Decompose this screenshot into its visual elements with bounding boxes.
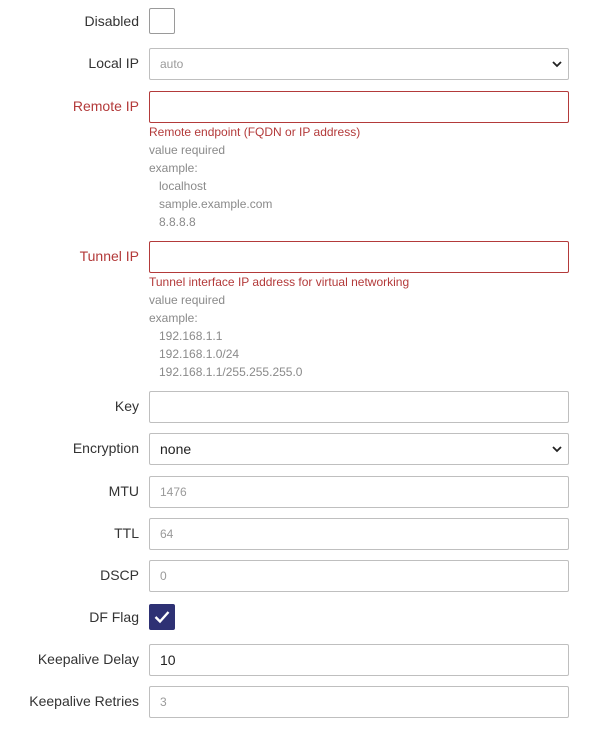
mtu-label: MTU (108, 483, 139, 499)
remote-ip-example-label: example: (149, 161, 198, 175)
tunnel-ip-example-label: example: (149, 311, 198, 325)
ttl-placeholder: 64 (160, 527, 174, 541)
keepalive-retries-input[interactable] (149, 686, 569, 718)
dscp-placeholder: 0 (160, 569, 167, 583)
local-ip-select[interactable] (149, 48, 569, 80)
tunnel-ip-error: value required (149, 293, 226, 307)
remote-ip-error: value required (149, 143, 226, 157)
keepalive-delay-value: 10 (160, 652, 176, 668)
chevron-down-icon (551, 58, 563, 70)
tunnel-ip-example: 192.168.1.0/24 (159, 347, 240, 361)
encryption-value: none (160, 441, 192, 457)
remote-ip-help (149, 123, 360, 231)
checkmark-icon (154, 610, 170, 624)
remote-ip-description: Remote endpoint (FQDN or IP address) (149, 125, 361, 139)
disabled-label: Disabled (84, 13, 139, 29)
keepalive-retries-label: Keepalive Retries (29, 693, 139, 709)
remote-ip-example: localhost (159, 179, 207, 193)
remote-ip-label: Remote IP (72, 98, 139, 114)
keepalive-delay-input[interactable] (149, 644, 569, 676)
key-label: Key (114, 398, 139, 414)
remote-ip-input[interactable] (149, 91, 569, 123)
tunnel-ip-label: Tunnel IP (79, 248, 139, 264)
encryption-label: Encryption (72, 440, 139, 456)
tunnel-ip-example: 192.168.1.1/255.255.255.0 (159, 365, 303, 379)
local-ip-label: Local IP (88, 55, 139, 71)
disabled-checkbox[interactable] (149, 8, 175, 34)
ttl-input[interactable] (149, 518, 569, 550)
remote-ip-example: sample.example.com (159, 197, 273, 211)
ttl-label: TTL (114, 525, 139, 541)
df-flag-checkbox[interactable] (149, 604, 175, 630)
dscp-label: DSCP (100, 567, 139, 583)
mtu-input[interactable] (149, 476, 569, 508)
remote-ip-example: 8.8.8.8 (159, 215, 196, 229)
dscp-input[interactable] (149, 560, 569, 592)
key-input[interactable] (149, 391, 569, 423)
tunnel-ip-description: Tunnel interface IP address for virtual networking (149, 275, 410, 289)
mtu-placeholder: 1476 (160, 485, 187, 499)
chevron-down-icon (551, 443, 563, 455)
keepalive-delay-label: Keepalive Delay (37, 651, 139, 667)
keepalive-retries-placeholder: 3 (160, 695, 167, 709)
local-ip-value: auto (160, 57, 184, 71)
df-flag-label: DF Flag (89, 609, 139, 625)
encryption-select[interactable] (149, 433, 569, 465)
tunnel-ip-help (149, 273, 409, 381)
tunnel-ip-input[interactable] (149, 241, 569, 273)
tunnel-ip-example: 192.168.1.1 (159, 329, 223, 343)
